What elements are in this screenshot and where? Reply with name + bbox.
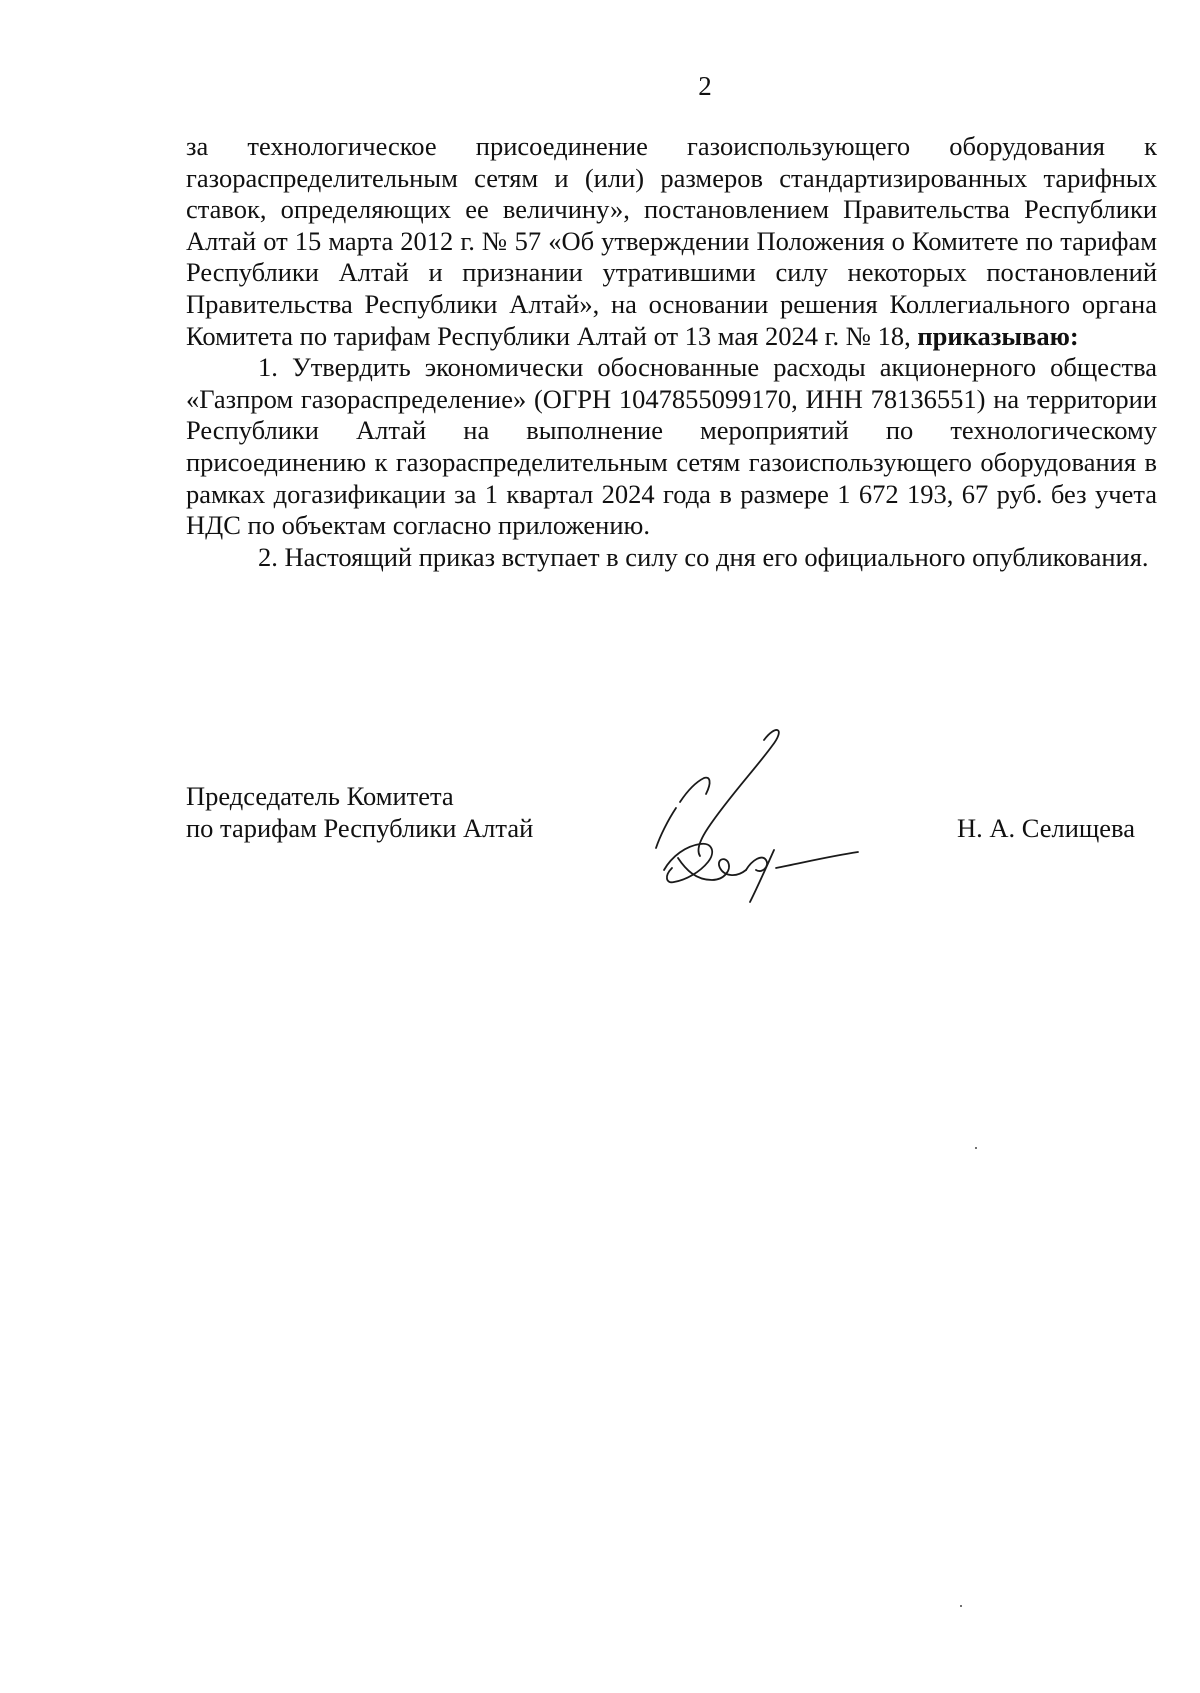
signatory-title-line-1: Председатель Комитета <box>186 781 454 811</box>
intro-text: за технологическое присоединение газоиспользующего оборудования к газораспределительным сетям и (или) размеров стандартизированных тарифных ставок, определяющих ее величину», постановлением Правительства Республики Алтай от 15 марта 2012 г. № 57 «Об утверждении Положения о Комитете по тарифам Республики Алтай и признании утратившими силу некоторых постановлений Правительства Республики Алтай», на основании решения Коллегиального органа Комитета по тарифам Республики Алтай от 13 мая 2024 г. № 18, <box>186 131 1157 351</box>
intro-paragraph <box>186 131 1157 352</box>
handwritten-signature <box>616 720 876 910</box>
scan-speck <box>975 1147 977 1149</box>
signatory-title-line-2: по тарифам Республики Алтай <box>186 813 534 843</box>
order-item-2: 2. Настоящий приказ вступает в силу со дня его официального опубликования. <box>258 541 1149 572</box>
document-body <box>186 131 1157 573</box>
order-keyword: приказываю: <box>917 320 1079 351</box>
order-item-1: 1. Утвердить экономически обоснованные расходы акционерного общества «Газпром газораспределение» (ОГРН 1047855099170, ИНН 78136551) на территории Республики Алтай на выполнение мероприятий по технологическому присоединению к газораспределительным сетям газоиспользующего оборудования в рамках догазификации за 1 квартал 2024 года в размере 1 672 193, 67 руб. без учета НДС по объектам согласно приложению. <box>186 352 1157 541</box>
scan-speck <box>960 1605 962 1607</box>
signature-block <box>186 780 1157 940</box>
page-number: 2 <box>698 71 712 101</box>
signatory-name: Н. А. Селищева <box>956 813 1135 843</box>
signatory-title <box>186 780 606 844</box>
